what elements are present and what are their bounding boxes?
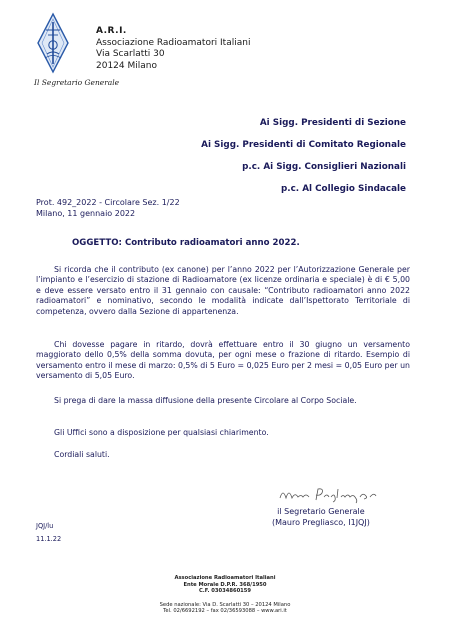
recipient-line: p.c. Ai Sigg. Consiglieri Nazionali bbox=[242, 162, 406, 172]
reference-block bbox=[36, 520, 61, 546]
recipient-line: Ai Sigg. Presidenti di Sezione bbox=[259, 118, 406, 128]
footer-org-name: Associazione Radioamatori Italiani bbox=[174, 575, 276, 581]
recipients-list bbox=[201, 112, 406, 200]
org-city: 20124 Milano bbox=[96, 60, 157, 71]
reference-date: 11.1.22 bbox=[36, 535, 62, 543]
secretary-label: Il Segretario Generale bbox=[34, 78, 120, 87]
signature-block bbox=[272, 506, 370, 528]
ari-logo-icon bbox=[36, 12, 70, 74]
organization-header bbox=[96, 26, 250, 72]
protocol-number: Prot. 492_2022 - Circolare Sez. 1/22 bbox=[36, 198, 180, 207]
paragraph: Si prega di dare la massa diffusione della presente Circolare al Corpo Sociale. bbox=[54, 396, 357, 405]
signatory-name: (Mauro Pregliasco, I1JQJ) bbox=[272, 518, 370, 527]
paragraph: Cordiali saluti. bbox=[54, 450, 110, 459]
reference-initials: JQJ/lu bbox=[36, 522, 54, 530]
footer-contacts: Tel. 02/6692192 – fax 02/36593088 – www.ari.it bbox=[163, 608, 287, 614]
footer-address: Sede nazionale: Via D. Scarlatti 30 – 20124 Milano bbox=[159, 601, 291, 608]
letter-date: Milano, 11 gennaio 2022 bbox=[36, 208, 136, 218]
org-street: Via Scarlatti 30 bbox=[96, 49, 165, 59]
paragraph: Si ricorda che il contributo (ex canone) per l’anno 2022 per l’Autorizzazione Generale per l’impianto e l’esercizio di stazione di Radioamatore (ex licenze ordinaria e speciale) è di € 5,00 e deve essere versato entro il 31 gennaio con causale: “Contributo radioamatori anno 2022 radioamatori” e nominativo, secondo le modalità indicate dall’Ispettorato Territoriale di competenza, ovvero dalla Sezione di appartenenza. bbox=[36, 265, 410, 316]
org-abbreviation: A.R.I. bbox=[96, 26, 127, 36]
recipient-line: p.c. Al Collegio Sindacale bbox=[280, 184, 406, 194]
subject-line: OGGETTO: Contributo radioamatori anno 2022. bbox=[72, 238, 300, 248]
org-name: Associazione Radioamatori Italiani bbox=[96, 37, 251, 48]
letter-footer bbox=[0, 575, 450, 615]
paragraph: Chi dovesse pagare in ritardo, dovrà effettuare entro il 30 giugno un versamento maggiorato dello 0,5% della somma dovuta, per ogni mese o frazione di ritardo. Esempio di versamento entro il mese di marzo: 0,5% di 5 Euro = 0,025 Euro per 2 mesi = 0,05 Euro per un versamento di 5,05 Euro. bbox=[36, 340, 410, 381]
handwritten-signature-icon bbox=[278, 484, 378, 506]
footer-tax-code: C.F. 03034860159 bbox=[198, 588, 252, 594]
recipient-line: Ai Sigg. Presidenti di Comitato Regionale bbox=[201, 140, 406, 150]
signatory-title: il Segretario Generale bbox=[277, 507, 365, 516]
footer-legal-status: Ente Morale D.P.R. 368/1950 bbox=[183, 581, 267, 588]
paragraph: Gli Uffici sono a disposizione per qualsiasi chiarimento. bbox=[54, 428, 269, 437]
protocol-block bbox=[36, 198, 180, 219]
